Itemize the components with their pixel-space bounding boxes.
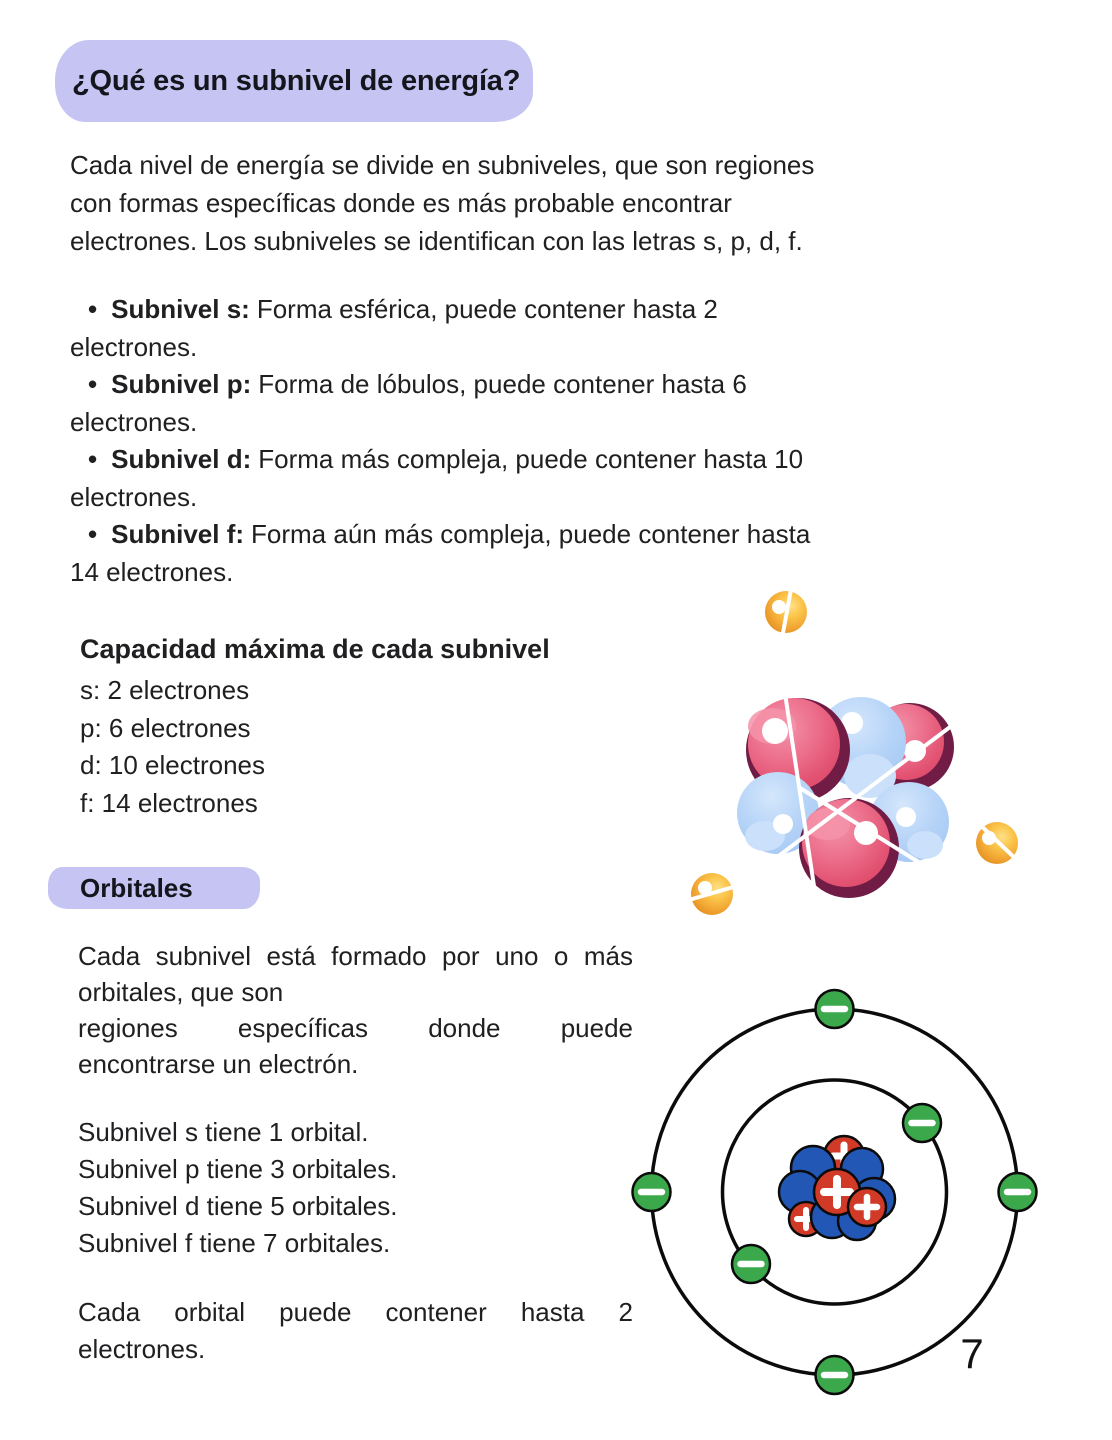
sublevel-text: Forma más compleja, puede contener hasta 10 [258, 444, 804, 474]
sublevel-label: Subnivel f: [111, 519, 245, 549]
sublevel-text-continuation: electrones. [70, 406, 198, 437]
list-item [70, 366, 890, 441]
atom-nucleus-illustration [650, 568, 1050, 938]
list-item: Subnivel p tiene 3 orbitales. [78, 1154, 398, 1184]
sublevel-text-continuation: electrones. [70, 331, 198, 362]
page-number: 7 [960, 1330, 984, 1377]
list-item: Subnivel d tiene 5 orbitales. [78, 1191, 398, 1221]
paragraph-line: con formas específicas donde es más probable encontrar [70, 188, 732, 218]
orbitals-paragraph [78, 938, 633, 1082]
capacity-title: Capacidad máxima de cada subnivel [80, 634, 550, 664]
capacity-lines [80, 672, 550, 822]
electron [816, 1356, 854, 1394]
sublevel-text: Forma aún más compleja, puede contener hasta [251, 519, 811, 549]
paragraph-line: Cada orbital puede contener hasta 2 [78, 1297, 633, 1327]
list-item [70, 441, 890, 516]
capacity-block [80, 629, 550, 822]
sublevel-label: Subnivel d: [111, 444, 252, 474]
sublevel-text-continuation: electrones. [70, 481, 198, 512]
paragraph-line: encontrarse un electrón. [78, 1049, 359, 1079]
orbitals-count-list [78, 1114, 397, 1262]
electron [633, 1173, 671, 1211]
capacity-line: p: 6 electrones [80, 712, 251, 743]
list-item [70, 291, 890, 366]
capacity-line: f: 14 electrones [80, 787, 258, 818]
section-heading-badge [55, 40, 533, 122]
sublevel-list [70, 291, 890, 591]
electron [732, 1245, 770, 1283]
intro-paragraph [70, 146, 814, 260]
sublevel-text-continuation: 14 electrones. [70, 556, 234, 587]
sublevel-label: Subnivel p: [111, 369, 252, 399]
paragraph-line: electrones. [78, 1334, 206, 1364]
paragraph-line: regiones específicas donde puede [78, 1013, 633, 1043]
electron [903, 1104, 941, 1142]
sublevel-text: Forma esférica, puede contener hasta 2 [256, 294, 718, 324]
paragraph-line: orbitales, que son [78, 977, 284, 1007]
nucleus-cluster [779, 1136, 895, 1240]
page-title: ¿Qué es un subnivel de energía? [72, 64, 521, 97]
paragraph-line: Cada subnivel está formado por uno o más [78, 941, 633, 971]
list-item: Subnivel f tiene 7 orbitales. [78, 1228, 391, 1258]
orbitals-heading: Orbitales [80, 872, 193, 903]
capacity-line: d: 10 electrones [80, 750, 266, 780]
sublevel-label: Subnivel s: [111, 294, 250, 324]
orbital-capacity-paragraph [78, 1294, 633, 1368]
capacity-line: s: 2 electrones [80, 675, 250, 705]
paragraph-line: electrones. Los subniveles se identifican con las letras s, p, d, f. [70, 226, 803, 256]
electron [816, 990, 854, 1028]
list-item: Subnivel s tiene 1 orbital. [78, 1117, 369, 1147]
paragraph-line: Cada nivel de energía se divide en subniveles, que son regiones [70, 150, 815, 180]
electron [999, 1173, 1037, 1211]
orbitals-heading-badge [48, 867, 260, 909]
sublevel-text: Forma de lóbulos, puede contener hasta 6 [258, 369, 747, 399]
